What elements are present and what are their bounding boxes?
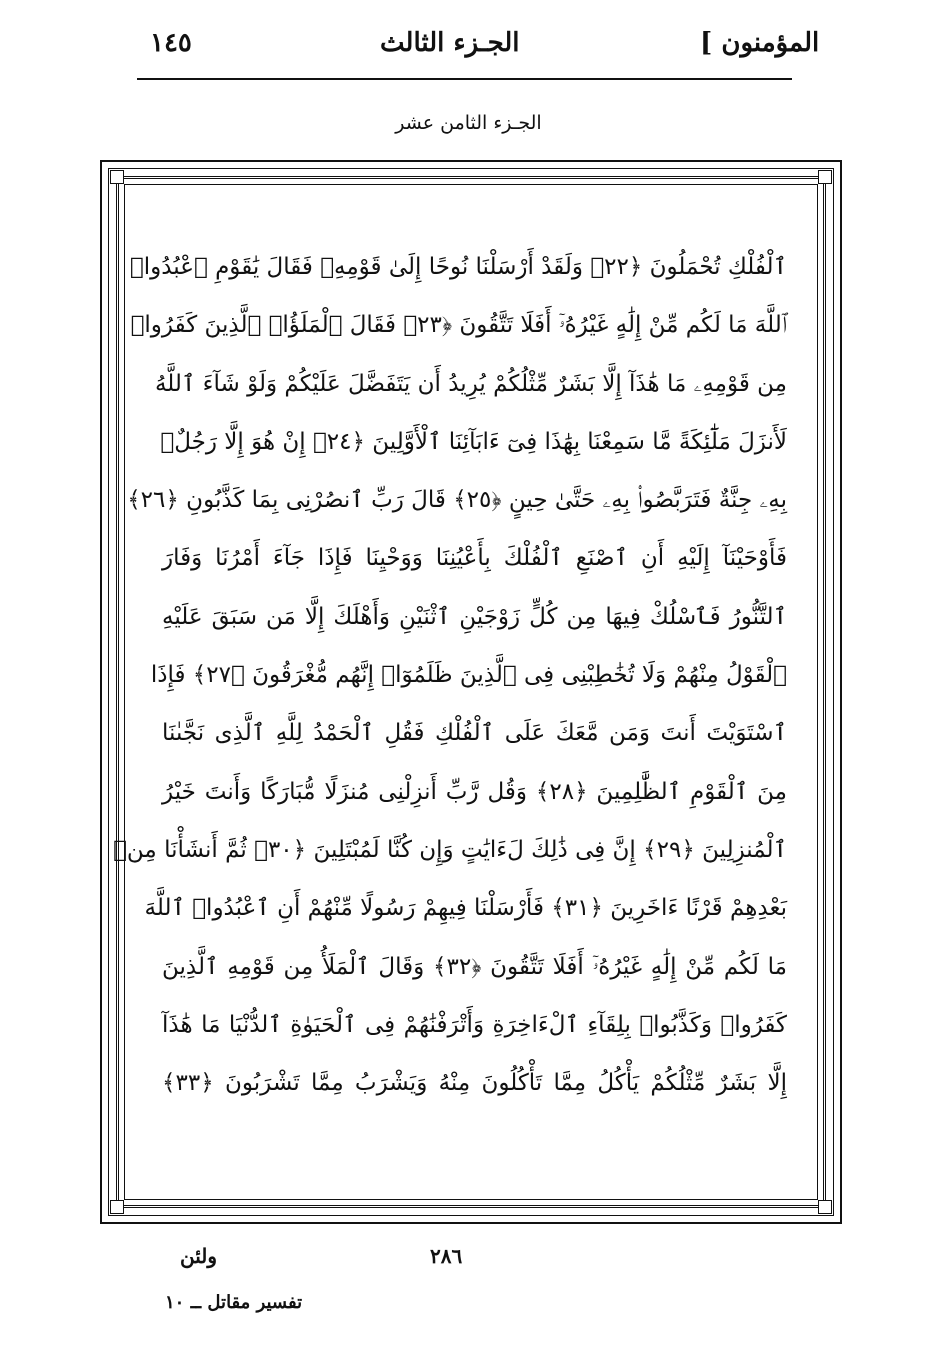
catchword: ولئن	[180, 1244, 218, 1268]
text-line: مِن قَوْمِهِۦ مَا هَٰذَآ إِلَّا بَشَرٌ مِّثْلُكُمْ يُرِيدُ أَن يَتَفَضَّلَ عَلَيْكُمْ وَلَوْ شَآءَ ٱللَّهُ	[154, 370, 787, 397]
page-number: ١٤٥	[150, 28, 192, 58]
frame-corner	[110, 1200, 124, 1214]
text-line: ٱلْقَوْلُ مِنْهُمْ وَلَا تُخَٰطِبْنِى فِى ٱلَّذِينَ ظَلَمُوٓا۟ إِنَّهُم مُّغْرَقُونَ ﴿٢٧﴾ فَإِذَا	[150, 662, 787, 689]
text-line: بَعْدِهِمْ قَرْنًا ءَاخَرِينَ ﴿٣١﴾ فَأَرْسَلْنَا فِيهِمْ رَسُولًا مِّنْهُمْ أَنِ ٱعْبُدُوا۟ ٱللَّهَ	[144, 895, 787, 922]
running-header-part: الجـزء الثالث	[380, 28, 520, 58]
text-line: ٱسْتَوَيْتَ أَنتَ وَمَن مَّعَكَ عَلَى ٱلْفُلْكِ فَقُلِ ٱلْحَمْدُ لِلَّهِ ٱلَّذِى نَجَّىٰنَا	[162, 720, 787, 747]
text-line: فَأَوْحَيْنَآ إِلَيْهِ أَنِ ٱصْنَعِ ٱلْفُلْكَ بِأَعْيُنِنَا وَوَحْيِنَا فَإِذَا جَآءَ أَمْرُنَا وَفَارَ	[162, 545, 787, 572]
text-line: كَفَرُوا۟ وَكَذَّبُوا۟ بِلِقَآءِ ٱلْءَاخِرَةِ وَأَتْرَفْنَٰهُمْ فِى ٱلْحَيَوٰةِ ٱلدُّنْيَا مَا هَٰذَآ	[162, 1011, 787, 1038]
quran-text	[113, 238, 787, 1112]
text-line: مِنَ ٱلْقَوْمِ ٱلظَّٰلِمِينَ ﴿٢٨﴾ وَقُل رَّبِّ أَنزِلْنِى مُنزَلًا مُّبَارَكًا وَأَنتَ خَيْرُ	[162, 778, 787, 805]
header-rule	[137, 78, 792, 80]
juz-subheader: الجـزء الثامن عشر	[395, 112, 542, 134]
text-line: ٱلْفُلْكِ تُحْمَلُونَ ﴿٢٢﴾ وَلَقَدْ أَرْسَلْنَا نُوحًا إِلَىٰ قَوْمِهِۦ فَقَالَ يَٰقَوْمِ ٱعْبُدُوا۟	[129, 254, 787, 280]
frame-corner	[818, 170, 832, 184]
text-line: إِلَّا بَشَرٌ مِّثْلُكُمْ يَأْكُلُ مِمَّا تَأْكُلُونَ مِنْهُ وَيَشْرَبُ مِمَّا تَشْرَبُونَ ﴿٣٣﴾	[162, 1070, 787, 1097]
text-line: مَا لَكُم مِّنْ إِلَٰهٍ غَيْرُهُۥٓ أَفَلَا تَتَّقُونَ ﴿٣٢﴾ وَقَالَ ٱلْمَلَأُ مِن قَوْمِهِ ٱلَّذِينَ	[162, 953, 787, 980]
frame-corner	[818, 1200, 832, 1214]
frame-corner	[110, 170, 124, 184]
text-line: بِهِۦ جِنَّةٌ فَتَرَبَّصُوا۟ بِهِۦ حَتَّىٰ حِينٍ ﴿٢٥﴾ قَالَ رَبِّ ٱنصُرْنِى بِمَا كَذَّبُونِ ﴿٢٦﴾	[127, 487, 787, 514]
text-line: لَأَنزَلَ مَلَٰٓئِكَةً مَّا سَمِعْنَا بِهَٰذَا فِىٓ ءَابَآئِنَا ٱلْأَوَّلِينَ ﴿٢٤﴾ إِنْ هُوَ إِلَّا رَجُلٌۢ	[160, 428, 787, 455]
running-header-surah: المؤمنون ]	[700, 28, 820, 58]
text-line: ٱللَّهَ مَا لَكُم مِّنْ إِلَٰهٍ غَيْرُهُۥٓ أَفَلَا تَتَّقُونَ ﴿٢٣﴾ فَقَالَ ٱلْمَلَؤُا۟ ٱلَّذِينَ كَفَرُوا۟	[130, 312, 787, 339]
text-line: ٱلتَّنُّورُ فَٱسْلُكْ فِيهَا مِن كُلٍّ زَوْجَيْنِ ٱثْنَيْنِ وَأَهْلَكَ إِلَّا مَن سَبَقَ عَلَيْهِ	[162, 603, 787, 630]
text-line: ٱلْمُنزِلِينَ ﴿٢٩﴾ إِنَّ فِى ذَٰلِكَ لَءَايَٰتٍ وَإِن كُنَّا لَمُبْتَلِينَ ﴿٣٠﴾ ثُمَّ أَنشَأْنَا مِنۢ	[113, 836, 787, 863]
signature-mark: تفسير مقاتل ــ ١٠	[165, 1292, 303, 1313]
book-page-number: ٢٨٦	[430, 1244, 463, 1268]
